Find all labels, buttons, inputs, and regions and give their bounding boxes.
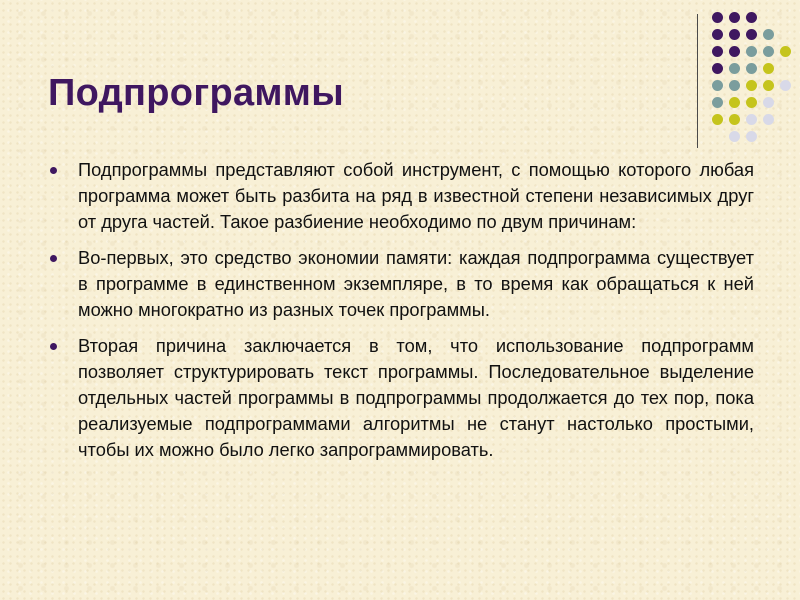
bullet-dot-icon (50, 167, 57, 174)
bullet-item (50, 245, 754, 323)
decorative-dot (712, 80, 723, 91)
decorative-dot (729, 63, 740, 74)
bullet-text: Вторая причина заключается в том, что использование подпрограмм позволяет структурировать текст программы. Последовательное выделение отдельных частей программы в подпрограммы продолжается до тех пор, пока реализуемые подпрограммами алгоритмы не станут настолько простыми, чтобы их можно было легко запрограммировать. (78, 335, 754, 460)
bullet-text: Подпрограммы представляют собой инструмент, с помощью которого любая программа может быть разбита на ряд в известной степени независимых друг от друга частей. Такое разбиение необходимо по двум причинам: (78, 159, 754, 232)
decorative-dot (729, 114, 740, 125)
bullet-list (50, 157, 754, 473)
decorative-dot (763, 29, 774, 40)
decorative-dot (763, 63, 774, 74)
bullet-dot-icon (50, 255, 57, 262)
decorative-dot (712, 12, 723, 23)
decorative-dot (712, 114, 723, 125)
title-divider-line (697, 14, 698, 148)
decorative-dot (712, 46, 723, 57)
slide-title: Подпрограммы (48, 72, 344, 114)
decorative-dot (746, 131, 757, 142)
decorative-dot (780, 80, 791, 91)
decorative-dot (729, 46, 740, 57)
decorative-dot (780, 46, 791, 57)
bullet-item (50, 157, 754, 235)
decorative-dot (746, 80, 757, 91)
bullet-item (50, 333, 754, 463)
decorative-dot (729, 80, 740, 91)
decorative-dot (729, 131, 740, 142)
decorative-dot (729, 97, 740, 108)
decorative-dot (746, 114, 757, 125)
decorative-dot (763, 97, 774, 108)
decorative-dot (712, 29, 723, 40)
decorative-dot (763, 80, 774, 91)
decorative-dot (729, 12, 740, 23)
decorative-dot (763, 46, 774, 57)
decorative-dot (712, 63, 723, 74)
decorative-dot (746, 46, 757, 57)
bullet-text: Во-первых, это средство экономии памяти: каждая подпрограмма существует в программе в единственном экземпляре, в то время как обращаться к ней можно многократно из разных точек программы. (78, 247, 754, 320)
decorative-dot (763, 114, 774, 125)
decorative-dot (746, 29, 757, 40)
bullet-dot-icon (50, 343, 57, 350)
decorative-dot (712, 97, 723, 108)
decorative-dot (746, 12, 757, 23)
decorative-dot (746, 63, 757, 74)
decorative-dot (729, 29, 740, 40)
decorative-dot (746, 97, 757, 108)
